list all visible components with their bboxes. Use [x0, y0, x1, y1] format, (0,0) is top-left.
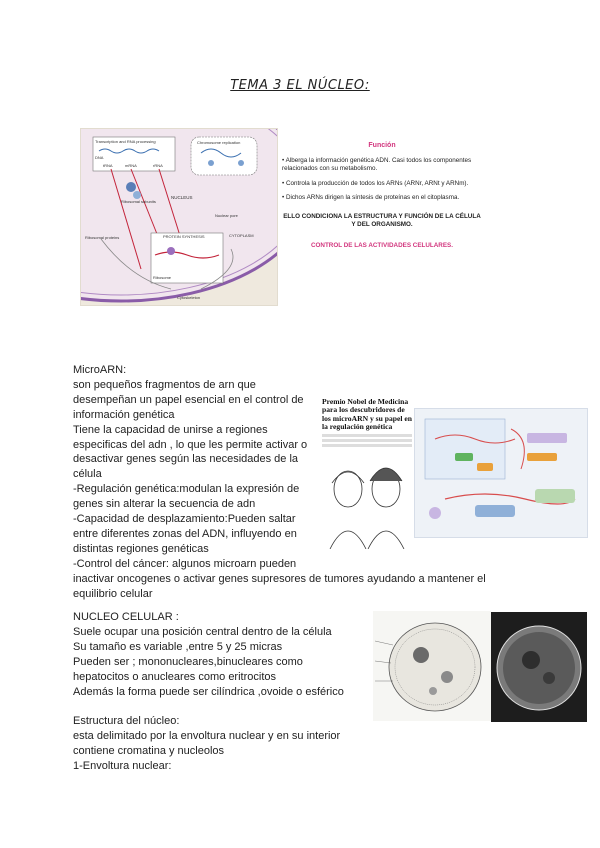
nucleo-section [73, 610, 373, 699]
diagram-label-nuclear-pore: Nuclear pore [215, 213, 238, 218]
nucleus-function-illustration [80, 128, 278, 306]
diagram-label-ribosomal-proteins: Ribosomal proteins [85, 235, 120, 240]
function-bullet-1: • Alberga la información genética ADN. Casi todos los componentes relacionados con su metabolismo. [282, 156, 472, 172]
news-clipping [322, 398, 412, 556]
nucleo-line: hepatocitos o anucleares como eritrocitos [73, 670, 276, 683]
microarn-line: -Control del cáncer: algunos microarn pueden [73, 557, 297, 570]
nucleus-drawing-svg [373, 611, 491, 721]
diagram-label-ribosome: Ribosome [153, 275, 172, 280]
function-conclusion: ELLO CONDICIONA LA ESTRUCTURA Y FUNCIÓN DE LA CÉLULA Y DEL ORGANISMO. [283, 212, 481, 228]
microarn-line: distintas regiones genéticas [73, 542, 209, 555]
estructura-line: Estructura del núcleo: [73, 715, 180, 727]
estructura-line: contiene cromatina y nucleolos [73, 744, 225, 757]
nucleo-line: Además la forma puede ser cilíndrica ,ovoide o esférico [73, 685, 344, 698]
diagram-label-dna: DNA [95, 155, 104, 160]
nucleo-line: Suele ocupar una posición central dentro de la célula [73, 625, 332, 638]
function-panel [282, 142, 482, 250]
microarn-line: son pequeños fragmentos de arn que [73, 378, 256, 391]
microrna-pathway-diagram [414, 408, 588, 538]
diagram-label-ribosomal-subunits: Ribosomal subunits [121, 199, 156, 204]
microarn-line: entre diferentes zonas del ADN, influyendo en [73, 527, 297, 540]
diagram-label-transcription: Transcription and RNA processing [95, 139, 156, 144]
nucleus-drawing-micrograph [373, 611, 491, 721]
microarn-line: genes sin alterar la secuencia de adn [73, 498, 256, 511]
function-bullet-3: • Dichos ARNs dirigen la síntesis de proteínas en el citoplasma. [282, 194, 460, 201]
nucleo-line: Su tamaño es variable ,entre 5 y 25 micras [73, 640, 283, 653]
microarn-line: inactivar oncogenes o activar genes supresores de tumores ayudando a mantener el [73, 572, 486, 585]
diagram-label-trna: tRNA [103, 163, 113, 168]
microarn-line: célula [73, 468, 102, 481]
page-title: TEMA 3 EL NÚCLEO: [230, 78, 370, 93]
diagram-label-cytoplasm: CYTOPLASM [229, 233, 254, 238]
nucleus-diagram-svg [81, 129, 277, 305]
microrna-pathway-svg [415, 409, 587, 537]
microarn-line: -Capacidad de desplazamiento:Pueden saltar [73, 513, 296, 526]
microarn-line: Tiene la capacidad de unirse a regiones [73, 423, 268, 436]
microarn-line: información genética [73, 408, 175, 421]
news-body-placeholder [322, 434, 412, 447]
estructura-section [73, 714, 373, 774]
diagram-label-replication: Chromosome replication [197, 140, 241, 145]
microarn-line: desempeñan un papel esencial en el control de [73, 393, 304, 406]
diagram-label-nucleus: NUCLEUS [171, 195, 193, 200]
news-headline: Premio Nobel de Medicina para los descubridores de los microARN y su papel en la regulación genética [322, 397, 412, 432]
function-bullet-2: • Controla la producción de todos los ARNs (ARNr, ARNt y ARNm). [282, 179, 469, 187]
microarn-line: MicroARN: [73, 364, 127, 376]
diagram-label-protein-synthesis: PROTEIN SYNTHESIS [163, 234, 205, 239]
microarn-line: especificas del adn , lo que les permite activar o [73, 438, 308, 451]
diagram-label-rrna: rRNA [153, 163, 163, 168]
microarn-line: -Regulación genética:modulan la expresión de [73, 483, 300, 496]
estructura-line: esta delimitado por la envoltura nuclear y en su interior [73, 729, 341, 742]
nucleo-line: Pueden ser ; mononucleares,binucleares como [73, 655, 303, 668]
function-heading: Función [368, 142, 396, 149]
nucleus-electron-micrograph [491, 612, 587, 722]
laureates-illustration [322, 453, 412, 549]
diagram-label-mrna: mRNA [125, 163, 137, 168]
diagram-label-cytoskeleton: Cytoskeleton [177, 295, 201, 300]
microarn-line: equilibrio celular [73, 587, 153, 600]
function-control: CONTROL DE LAS ACTIVIDADES CELULARES. [310, 241, 454, 249]
electron-micrograph-svg [491, 612, 587, 722]
nucleo-line: NUCLEO CELULAR : [73, 611, 179, 623]
microarn-line: desactivar genes según las necesidades de la [73, 453, 299, 466]
estructura-line: 1-Envoltura nuclear: [73, 759, 172, 772]
